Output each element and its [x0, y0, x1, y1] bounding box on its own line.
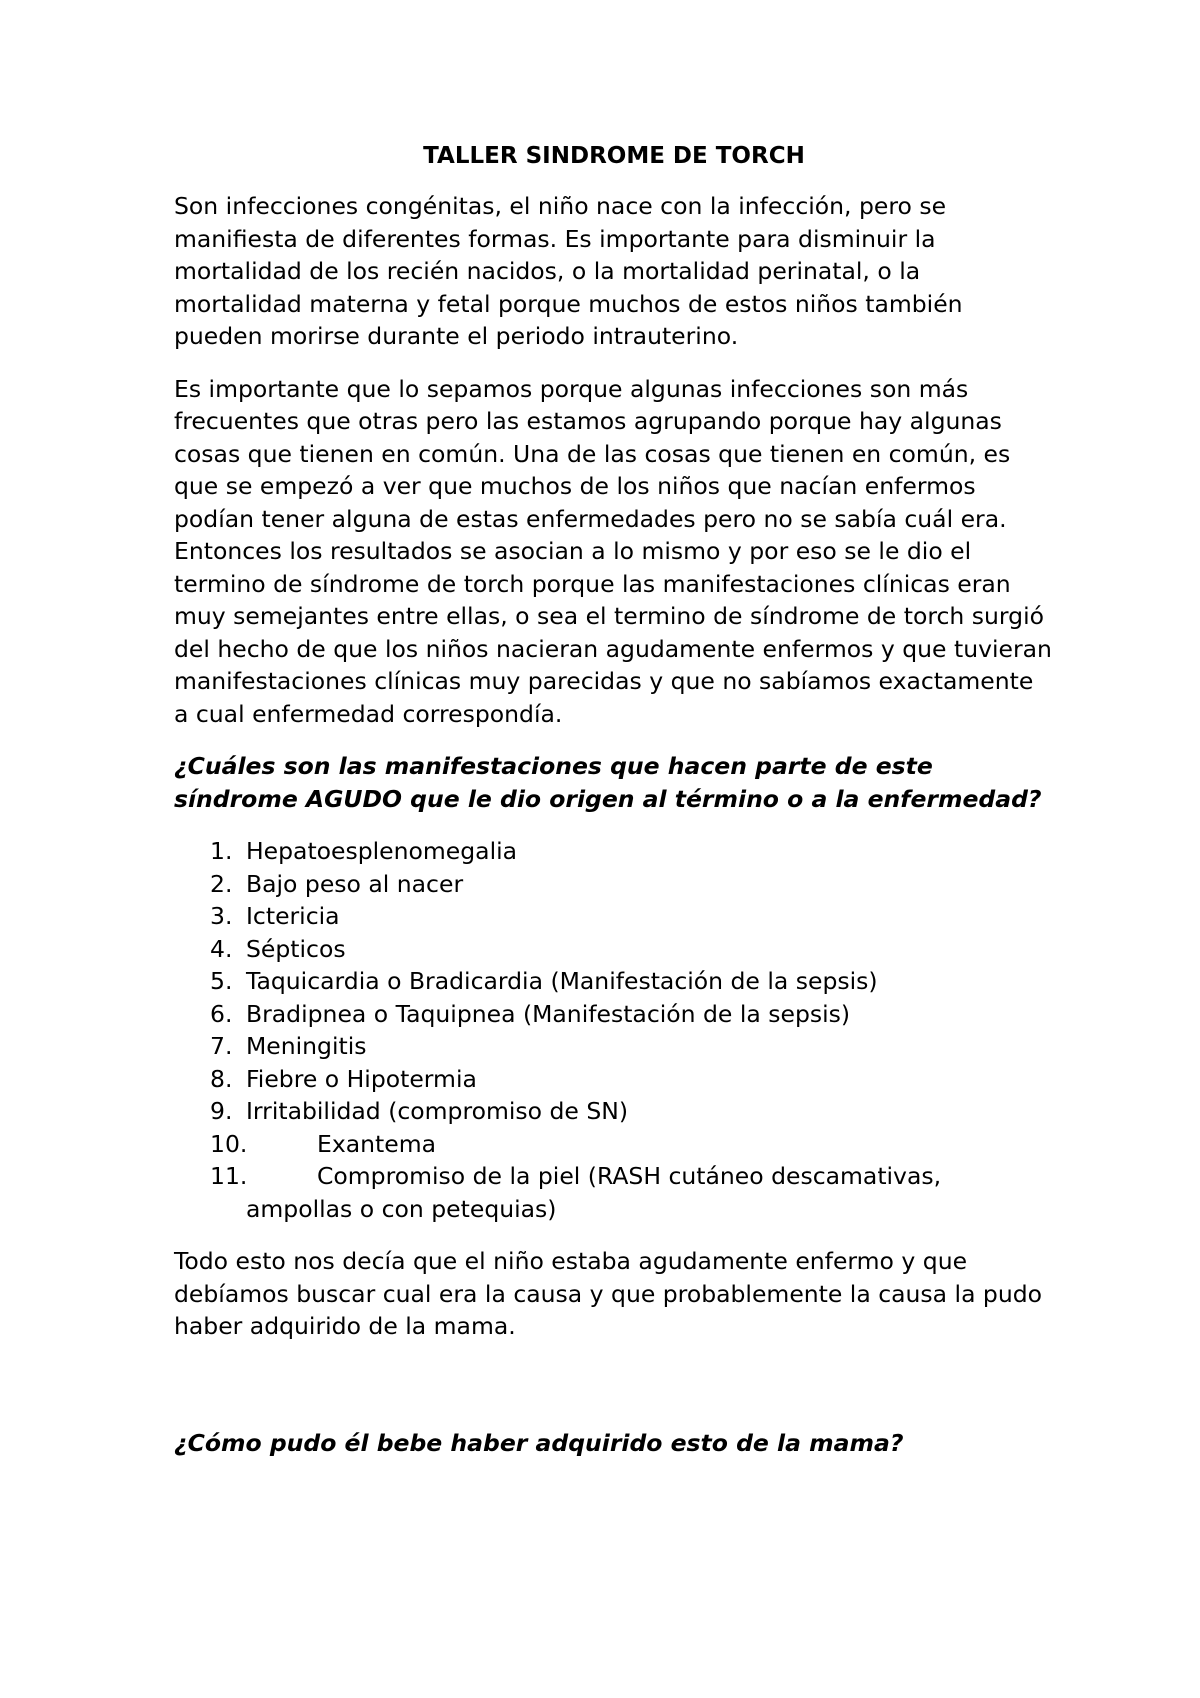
list-item-number: 11. — [210, 1162, 248, 1190]
list-item-text: Ictericia — [246, 902, 340, 930]
list-item — [174, 1095, 1054, 1128]
list-item-number: 5. — [210, 967, 233, 995]
list-item — [174, 965, 1054, 998]
list-item-text: Bradipnea o Taquipnea (Manifestación de la sepsis) — [246, 999, 851, 1028]
list-item — [174, 835, 1054, 868]
closing-paragraph: Todo esto nos decía que el niño estaba agudamente enfermo y que debíamos buscar cual era la causa y que probablemente la causa la pudo haber adquirido de la mama. — [174, 1247, 1043, 1340]
list-item-number: 6. — [210, 999, 233, 1028]
list-item — [174, 1030, 1054, 1063]
list-item — [174, 1160, 1054, 1225]
blank-line — [174, 1363, 1054, 1427]
list-item — [174, 1063, 1054, 1096]
list-item-number: 3. — [210, 902, 233, 930]
context-paragraph: Es importante que lo sepamos porque algunas infecciones son más frecuentes que otras pero las estamos agrupando porque hay algunas cosas que tienen en común. Una de las cosas que tienen en común, es que se empezó a ver que muchos de los niños que nacían enfermos podían tener alguna de estas enfermedades pero no se sabía cuál era. Entonces los resultados se asocian a lo mismo y por eso se le dio el termino de síndrome de torch porque las manifestaciones clínicas eran muy semejantes entre ellas, o sea el termino de síndrome de torch surgió del hecho de que los niños nacieran agudamente enfermos y que tuvieran manifestaciones clínicas muy parecidas y que no sabíamos exactamente a cual enfermedad correspondía. — [174, 374, 1052, 728]
intro-paragraph: Son infecciones congénitas, el niño nace con la infección, pero se manifiesta de diferentes formas. Es importante para disminuir la mortalidad de los recién nacidos, o la mortalidad perinatal, o la mortalidad materna y fetal porque muchos de estos niños también pueden morirse durante el periodo intrauterino. — [174, 192, 963, 350]
question-acquisition: ¿Cómo pudo él bebe haber adquirido esto de la mama? — [174, 1428, 904, 1457]
list-item — [174, 998, 1054, 1031]
list-item-number: 10. — [210, 1129, 248, 1158]
list-item — [174, 900, 1054, 933]
list-item — [174, 1128, 1054, 1161]
list-item-text: Hepatoesplenomegalia — [246, 837, 518, 865]
list-item-number: 2. — [210, 869, 233, 898]
list-item-text: Fiebre o Hipotermia — [246, 1064, 477, 1093]
document-title: TALLER SINDROME DE TORCH — [423, 143, 805, 169]
question-manifestations: ¿Cuáles son las manifestaciones que hacen parte de este síndrome AGUDO que le dio origen al término o a la enfermedad? — [174, 752, 1042, 813]
list-item-number: 7. — [210, 1032, 233, 1060]
list-item-text: Meningitis — [246, 1032, 367, 1060]
list-item — [174, 933, 1054, 966]
list-item-number: 9. — [210, 1097, 233, 1125]
document-body — [174, 140, 1054, 1479]
list-item-text: Bajo peso al nacer — [246, 869, 464, 898]
list-item-number: 4. — [210, 934, 233, 963]
list-item-text: Sépticos — [246, 934, 346, 963]
list-item-text: Taquicardia o Bradicardia (Manifestación de la sepsis) — [246, 967, 878, 995]
list-item-number: 1. — [210, 837, 233, 865]
list-item-text: Exantema — [317, 1129, 437, 1158]
list-item-number: 8. — [210, 1064, 233, 1093]
list-item-text: Irritabilidad (compromiso de SN) — [246, 1097, 629, 1125]
list-item-text: Compromiso de la piel (RASH cutáneo descamativas, ampollas o con petequias) — [246, 1162, 942, 1223]
list-item — [174, 868, 1054, 901]
manifestations-list — [174, 835, 1054, 1225]
